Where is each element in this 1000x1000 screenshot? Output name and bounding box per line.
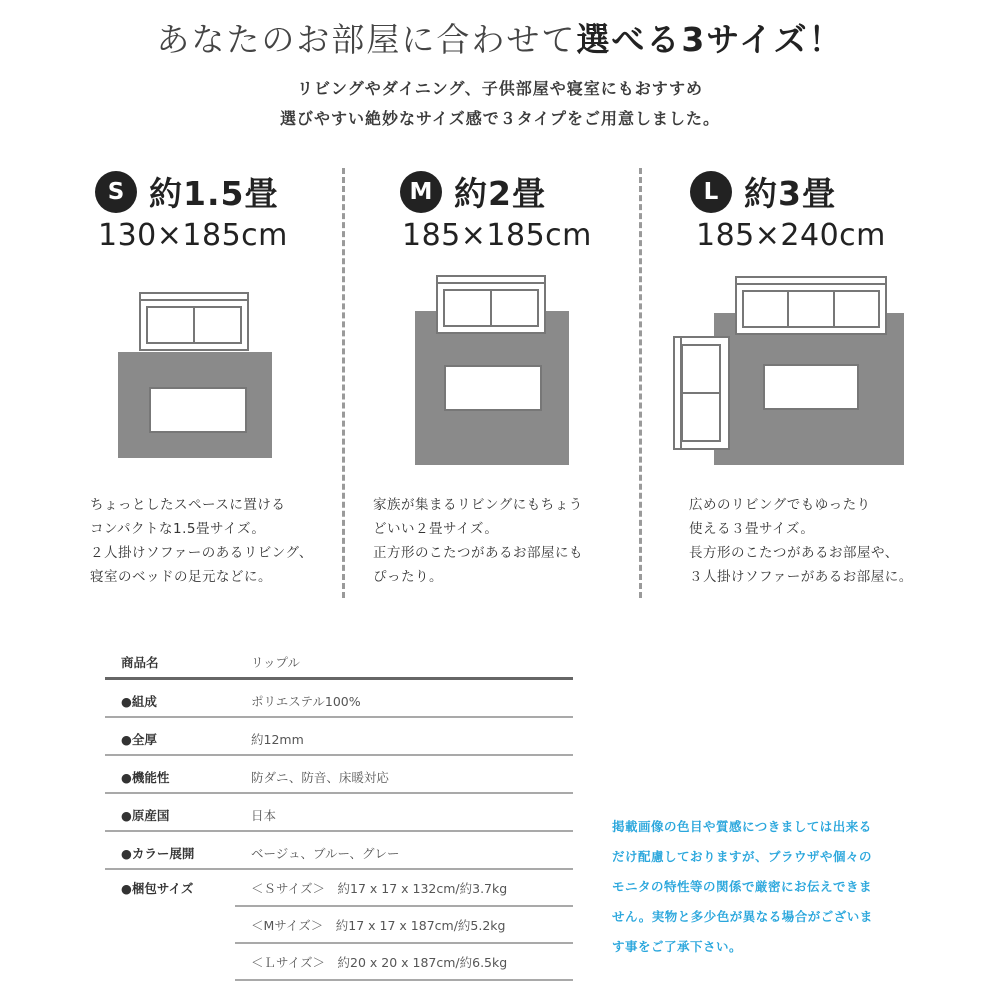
spec-label: 商品名 — [121, 655, 159, 670]
desc-line: 長方形のこたつがあるお部屋や、 — [689, 545, 899, 561]
size-l-dimensions: 185×240cm — [696, 218, 886, 253]
note-line: 掲載画像の色目や質感につきましては出来る — [612, 819, 872, 834]
size-l-badge: L — [690, 171, 732, 213]
spec-label: ●機能性 — [121, 770, 170, 785]
desc-line: 広めのリビングでもゆったり — [689, 497, 871, 513]
size-s-dimensions: 130×185cm — [98, 218, 288, 253]
color-disclaimer-note — [612, 812, 873, 962]
desc-line: ぴったり。 — [373, 569, 443, 585]
title-lead: あなたのお部屋に合わせて — [156, 20, 577, 59]
table-row — [105, 680, 573, 718]
desc-line: 使える３畳サイズ。 — [689, 521, 815, 537]
note-line: せん。実物と多少色が異なる場合がございま — [612, 909, 873, 924]
spec-value: ベージュ、ブルー、グレー — [251, 846, 400, 861]
spec-label: ●カラー展開 — [121, 846, 195, 861]
spec-label: ●全厚 — [121, 732, 157, 747]
spec-value: 約12mm — [251, 732, 304, 747]
desc-line: 寝室のベッドの足元などに。 — [90, 569, 272, 585]
size-m-dimensions: 185×185cm — [402, 218, 592, 253]
desc-line: 正方形のこたつがあるお部屋にも — [373, 545, 583, 561]
note-line: だけ配慮しておりますが、ブラウザや個々の — [612, 849, 873, 864]
subtitle-line-1: リビングやダイニング、子供部屋や寝室にもおすすめ — [297, 79, 703, 98]
size-m-badge: M — [400, 171, 442, 213]
size-s-tatami: 約1.5畳 — [149, 174, 279, 213]
size-s-description — [90, 493, 313, 589]
desc-line: コンパクトな1.5畳サイズ。 — [90, 521, 266, 537]
table-row — [105, 944, 573, 981]
spec-value: 防ダニ、防音、床暖対応 — [251, 770, 389, 785]
table-l — [764, 365, 858, 409]
table-row — [105, 832, 573, 870]
spec-table — [105, 641, 573, 981]
table-row — [105, 756, 573, 794]
sofa-side-chair — [674, 337, 729, 449]
title-strong: 選べる3サイズ！ — [576, 20, 844, 59]
spec-value: ＜Ｌサイズ＞ 約20 x 20 x 187cm/約6.5kg — [251, 955, 508, 970]
table-row — [105, 870, 573, 907]
rug-illustration-l — [0, 0, 1000, 480]
size-l-description — [689, 493, 913, 589]
spec-value: リップル — [251, 655, 301, 670]
spec-value: 日本 — [251, 808, 277, 823]
spec-value: ＜Ｓサイズ＞ 約17 x 17 x 132cm/約3.7kg — [251, 881, 508, 896]
table-row — [105, 641, 573, 680]
desc-line: 家族が集まるリビングにもちょう — [373, 497, 583, 513]
sofa-3seat — [736, 277, 886, 334]
desc-line: ２人掛けソファーのあるリビング、 — [90, 545, 313, 561]
spec-label: ●組成 — [121, 694, 157, 709]
desc-line: ３人掛けソファーがあるお部屋に。 — [689, 569, 913, 585]
spec-label: ●梱包サイズ — [121, 881, 194, 896]
table-row — [105, 718, 573, 756]
spec-value: ポリエステル100% — [251, 694, 361, 709]
table-row — [105, 794, 573, 832]
table-row — [105, 907, 573, 944]
desc-line: ちょっとしたスペースに置ける — [90, 497, 286, 513]
size-m-tatami: 約2畳 — [454, 174, 546, 213]
size-m-description — [373, 493, 583, 589]
note-line: す事をご了承下さい。 — [612, 939, 743, 954]
subtitle-line-2: 選びやすい絶妙なサイズ感で３タイプをご用意しました。 — [280, 109, 720, 128]
desc-line: どいい２畳サイズ。 — [373, 521, 499, 537]
size-s-badge: S — [95, 171, 137, 213]
spec-value: ＜Mサイズ＞ 約17 x 17 x 187cm/約5.2kg — [251, 918, 506, 933]
size-l-tatami: 約3畳 — [744, 174, 836, 213]
row-divider — [235, 979, 573, 981]
note-line: モニタの特性等の関係で厳密にお伝えできま — [612, 879, 873, 894]
spec-label: ●原産国 — [121, 808, 170, 823]
